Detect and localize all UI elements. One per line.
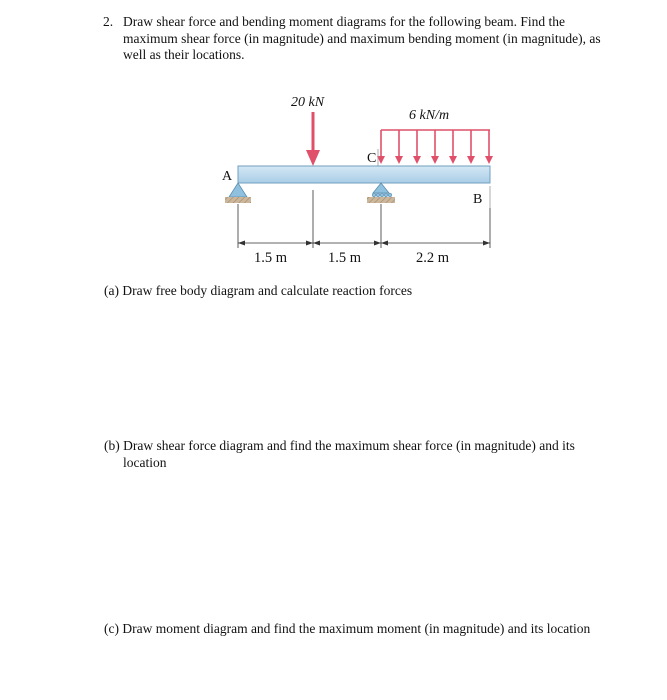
part-c-line: (c) Draw moment diagram and find the maximum moment (in magnitude) and its location — [104, 621, 591, 636]
part-b-line: (b) Draw shear force diagram and find the maximum shear force (in magnitude) and its — [104, 438, 575, 453]
dimension-lines — [238, 190, 490, 248]
beam-figure — [0, 0, 667, 300]
part-a-prompt — [104, 283, 412, 300]
part-b-line: location — [123, 454, 167, 470]
dimension-2: 1.5 m — [328, 250, 362, 266]
dimension-3: 2.2 m — [416, 250, 450, 266]
point-b-label: B — [473, 192, 483, 207]
distributed-load-arrows — [377, 130, 493, 164]
problem-number: 2. — [103, 14, 114, 29]
roller-support — [367, 183, 395, 203]
point-c-label: C — [367, 151, 377, 166]
distributed-load-label: 6 kN/m — [409, 108, 450, 123]
problem-line: maximum shear force (in magnitude) and maximum bending moment (in magnitude), as — [123, 30, 601, 46]
part-c-prompt — [104, 621, 590, 638]
part-a-line: (a) Draw free body diagram and calculate reaction forces — [104, 283, 413, 298]
problem-line: Draw shear force and bending moment diagrams for the following beam. Find the — [123, 14, 565, 29]
pin-support-a — [225, 183, 251, 203]
problem-line: well as their locations. — [123, 47, 245, 62]
beam — [238, 166, 490, 183]
point-load-label: 20 kN — [291, 95, 325, 110]
point-a-label: A — [222, 169, 233, 184]
point-load-arrow — [306, 112, 320, 166]
dimension-1: 1.5 m — [254, 250, 288, 266]
part-b-prompt — [104, 438, 575, 471]
